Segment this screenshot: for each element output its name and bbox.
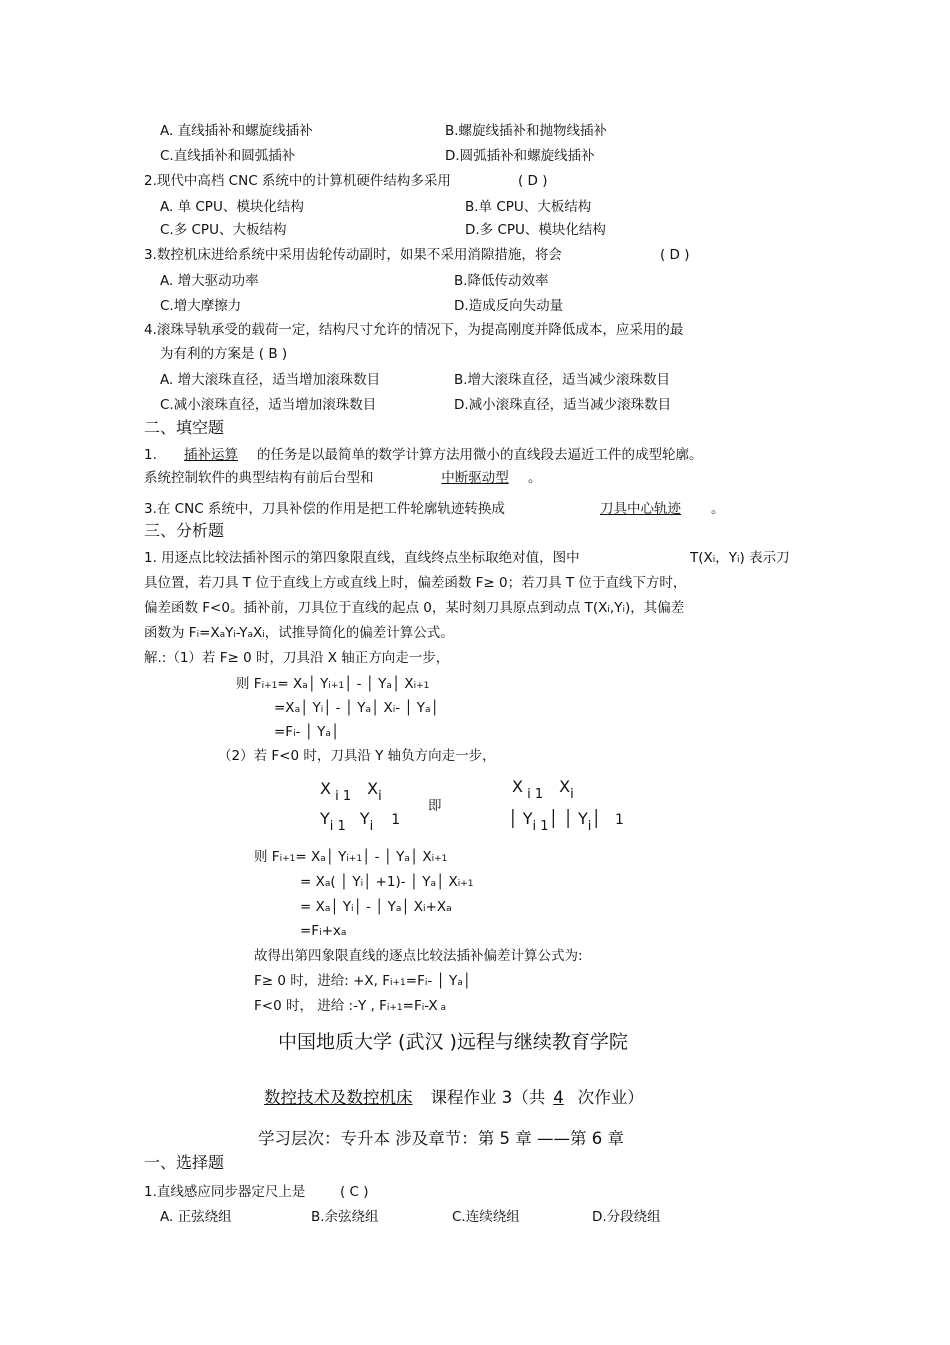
q3-stem: 3.数控机床进给系统中采用齿轮传动副时，如果不采用消隙措施，将会 <box>144 247 562 263</box>
fill-q1-text: 的任务是以最简单的数学计算方法用微小的直线段去逼近工件的成型轮廓。 <box>257 447 703 463</box>
analysis-point-t: T(Xi，Yi) 表示刀 <box>690 550 790 566</box>
fill-q3-blank: 刀具中心轨迹 <box>600 501 681 517</box>
choice-q1-option-b: B.余弦绕组 <box>311 1209 379 1225</box>
choice-q1-option-d: D.分段绕组 <box>592 1209 661 1225</box>
solution-eq3: =Fi- │ Ya│ <box>274 724 340 740</box>
choice-q1-option-a: A. 正弦绕组 <box>160 1209 232 1225</box>
matrix-ji: 即 <box>428 798 442 814</box>
q3-option-a: A. 增大驱动功率 <box>160 273 259 289</box>
matrix-right-row2: │ $Y_{i 1}│$ │ $Y_i│$ 1 <box>508 809 624 834</box>
q2-option-c: C.多 CPU、大板结构 <box>160 222 287 238</box>
solution-case2: （2）若 F<0 时，刀具沿 Y 轴负方向走一步， <box>218 748 496 764</box>
fill-q3-text: 3.在 CNC 系统中，刀具补偿的作用是把工件轮廓轨迹转换成 <box>144 501 505 517</box>
solution-case1: 解.:（1）若 F≥ 0 时，刀具沿 X 轴正方向走一步， <box>144 650 450 666</box>
q4-option-b: B.增大滚珠直径，适当减少滚珠数目 <box>454 372 671 388</box>
q4-option-c: C.减小滚珠直径，适当增加滚珠数目 <box>160 397 377 413</box>
matrix-left-row1: X $_{i 1}$ $X_i$ <box>320 779 382 804</box>
study-level-line: 学习层次：专升本 涉及章节：第 5 章 ——第 6 章 <box>258 1129 624 1148</box>
choice-q1-option-c: C.连续绕组 <box>452 1209 520 1225</box>
q1-option-a: A. 直线插补和螺旋线插补 <box>160 123 313 139</box>
choice-q1-answer: ( C ) <box>340 1184 369 1200</box>
fill-q2-blank: 中断驱动型 <box>441 470 509 486</box>
analysis-heading: 三、分析题 <box>144 521 225 540</box>
q2-option-d: D.多 CPU、模块化结构 <box>465 222 606 238</box>
solution-eq2: =Xa│ Yi│ - │ Ya│ Xi- │ Ya│ <box>274 700 439 716</box>
solution-eq7: =Fi+xa <box>300 923 347 939</box>
q2-option-a: A. 单 CPU、模块化结构 <box>160 199 304 215</box>
course-line: 数控技术及数控机床 课程作业 3（共 4 次作业） <box>264 1088 644 1107</box>
q4-option-a: A. 增大滚珠直径，适当增加滚珠数目 <box>160 372 381 388</box>
q2-stem: 2.现代中高档 CNC 系统中的计算机硬件结构多采用 <box>144 173 451 189</box>
fill-q1-number: 1. <box>144 447 157 463</box>
q3-option-c: C.增大摩擦力 <box>160 298 242 314</box>
q1-option-b: B.螺旋线插补和抛物线插补 <box>445 123 608 139</box>
school-title: 中国地质大学 (武汉 )远程与继续教育学院 <box>278 1031 628 1053</box>
choice-q1-stem: 1.直线感应同步器定尺上是 <box>144 1184 306 1200</box>
solution-formula-neg: F<0 时， 进给 :-Y , Fi+1=Fi-X a <box>254 998 447 1014</box>
fill-q1-blank: 插补运算 <box>184 447 238 463</box>
analysis-para-line1: 1. 用逐点比较法插补图示的第四象限直线，直线终点坐标取绝对值，图中 <box>144 550 580 566</box>
q2-option-b: B.单 CPU、大板结构 <box>465 199 592 215</box>
q4-stem-line2: 为有利的方案是 ( B ) <box>160 346 288 362</box>
solution-eq1: 则 Fi+1= Xa│ Yi+1│ - │ Ya│ Xi+1 <box>236 676 430 692</box>
q3-answer: ( D ) <box>660 247 690 263</box>
solution-formula-pos: F≥ 0 时，进给: +X, Fi+1=Fi- │ Ya│ <box>254 973 471 989</box>
fill-heading: 二、填空题 <box>144 418 225 437</box>
choice-heading: 一、选择题 <box>144 1153 225 1172</box>
solution-eq6: = Xa│ Yi│ - │ Ya│ Xi+Xa <box>300 899 452 915</box>
matrix-left-row2: $Y_{i 1}$ $Y_i$ 1 <box>320 809 401 834</box>
matrix-right-row1: X $_{i 1}$ $X_i$ <box>512 777 574 802</box>
solution-eq5: = Xa( │ Yi│ +1)- │ Ya│ Xi+1 <box>300 874 474 890</box>
analysis-para-line4: 函数为 Fi=XaYi-YaXi，试推导简化的偏差计算公式。 <box>144 625 454 641</box>
q2-answer: ( D ) <box>518 173 548 189</box>
fill-q3-end: 。 <box>711 501 725 517</box>
q1-option-d: D.圆弧插补和螺旋线插补 <box>445 148 595 164</box>
solution-conclusion: 故得出第四象限直线的逐点比较法插补偏差计算公式为: <box>254 948 583 964</box>
analysis-para-line3: 偏差函数 F<0。插补前，刀具位于直线的起点 0，某时刻刀具原点到动点 T(Xi,Yi)，其偏差 <box>144 600 685 616</box>
q1-option-c: C.直线插补和圆弧插补 <box>160 148 296 164</box>
analysis-para-line2: 具位置，若刀具 T 位于直线上方或直线上时，偏差函数 F≥ 0；若刀具 T 位于直线下方时， <box>144 575 687 591</box>
q4-option-d: D.减小滚珠直径，适当减少滚珠数目 <box>454 397 672 413</box>
fill-q2-text: 系统控制软件的典型结构有前后台型和 <box>144 470 374 486</box>
q3-option-d: D.造成反向失动量 <box>454 298 564 314</box>
solution-eq4: 则 Fi+1= Xa│ Yi+1│ - │ Ya│ Xi+1 <box>254 849 448 865</box>
q4-stem-line1: 4.滚珠导轨承受的载荷一定，结构尺寸允许的情况下，为提高刚度并降低成本，应采用的最 <box>144 322 684 338</box>
fill-q2-end: 。 <box>528 470 542 486</box>
q3-option-b: B.降低传动效率 <box>454 273 549 289</box>
